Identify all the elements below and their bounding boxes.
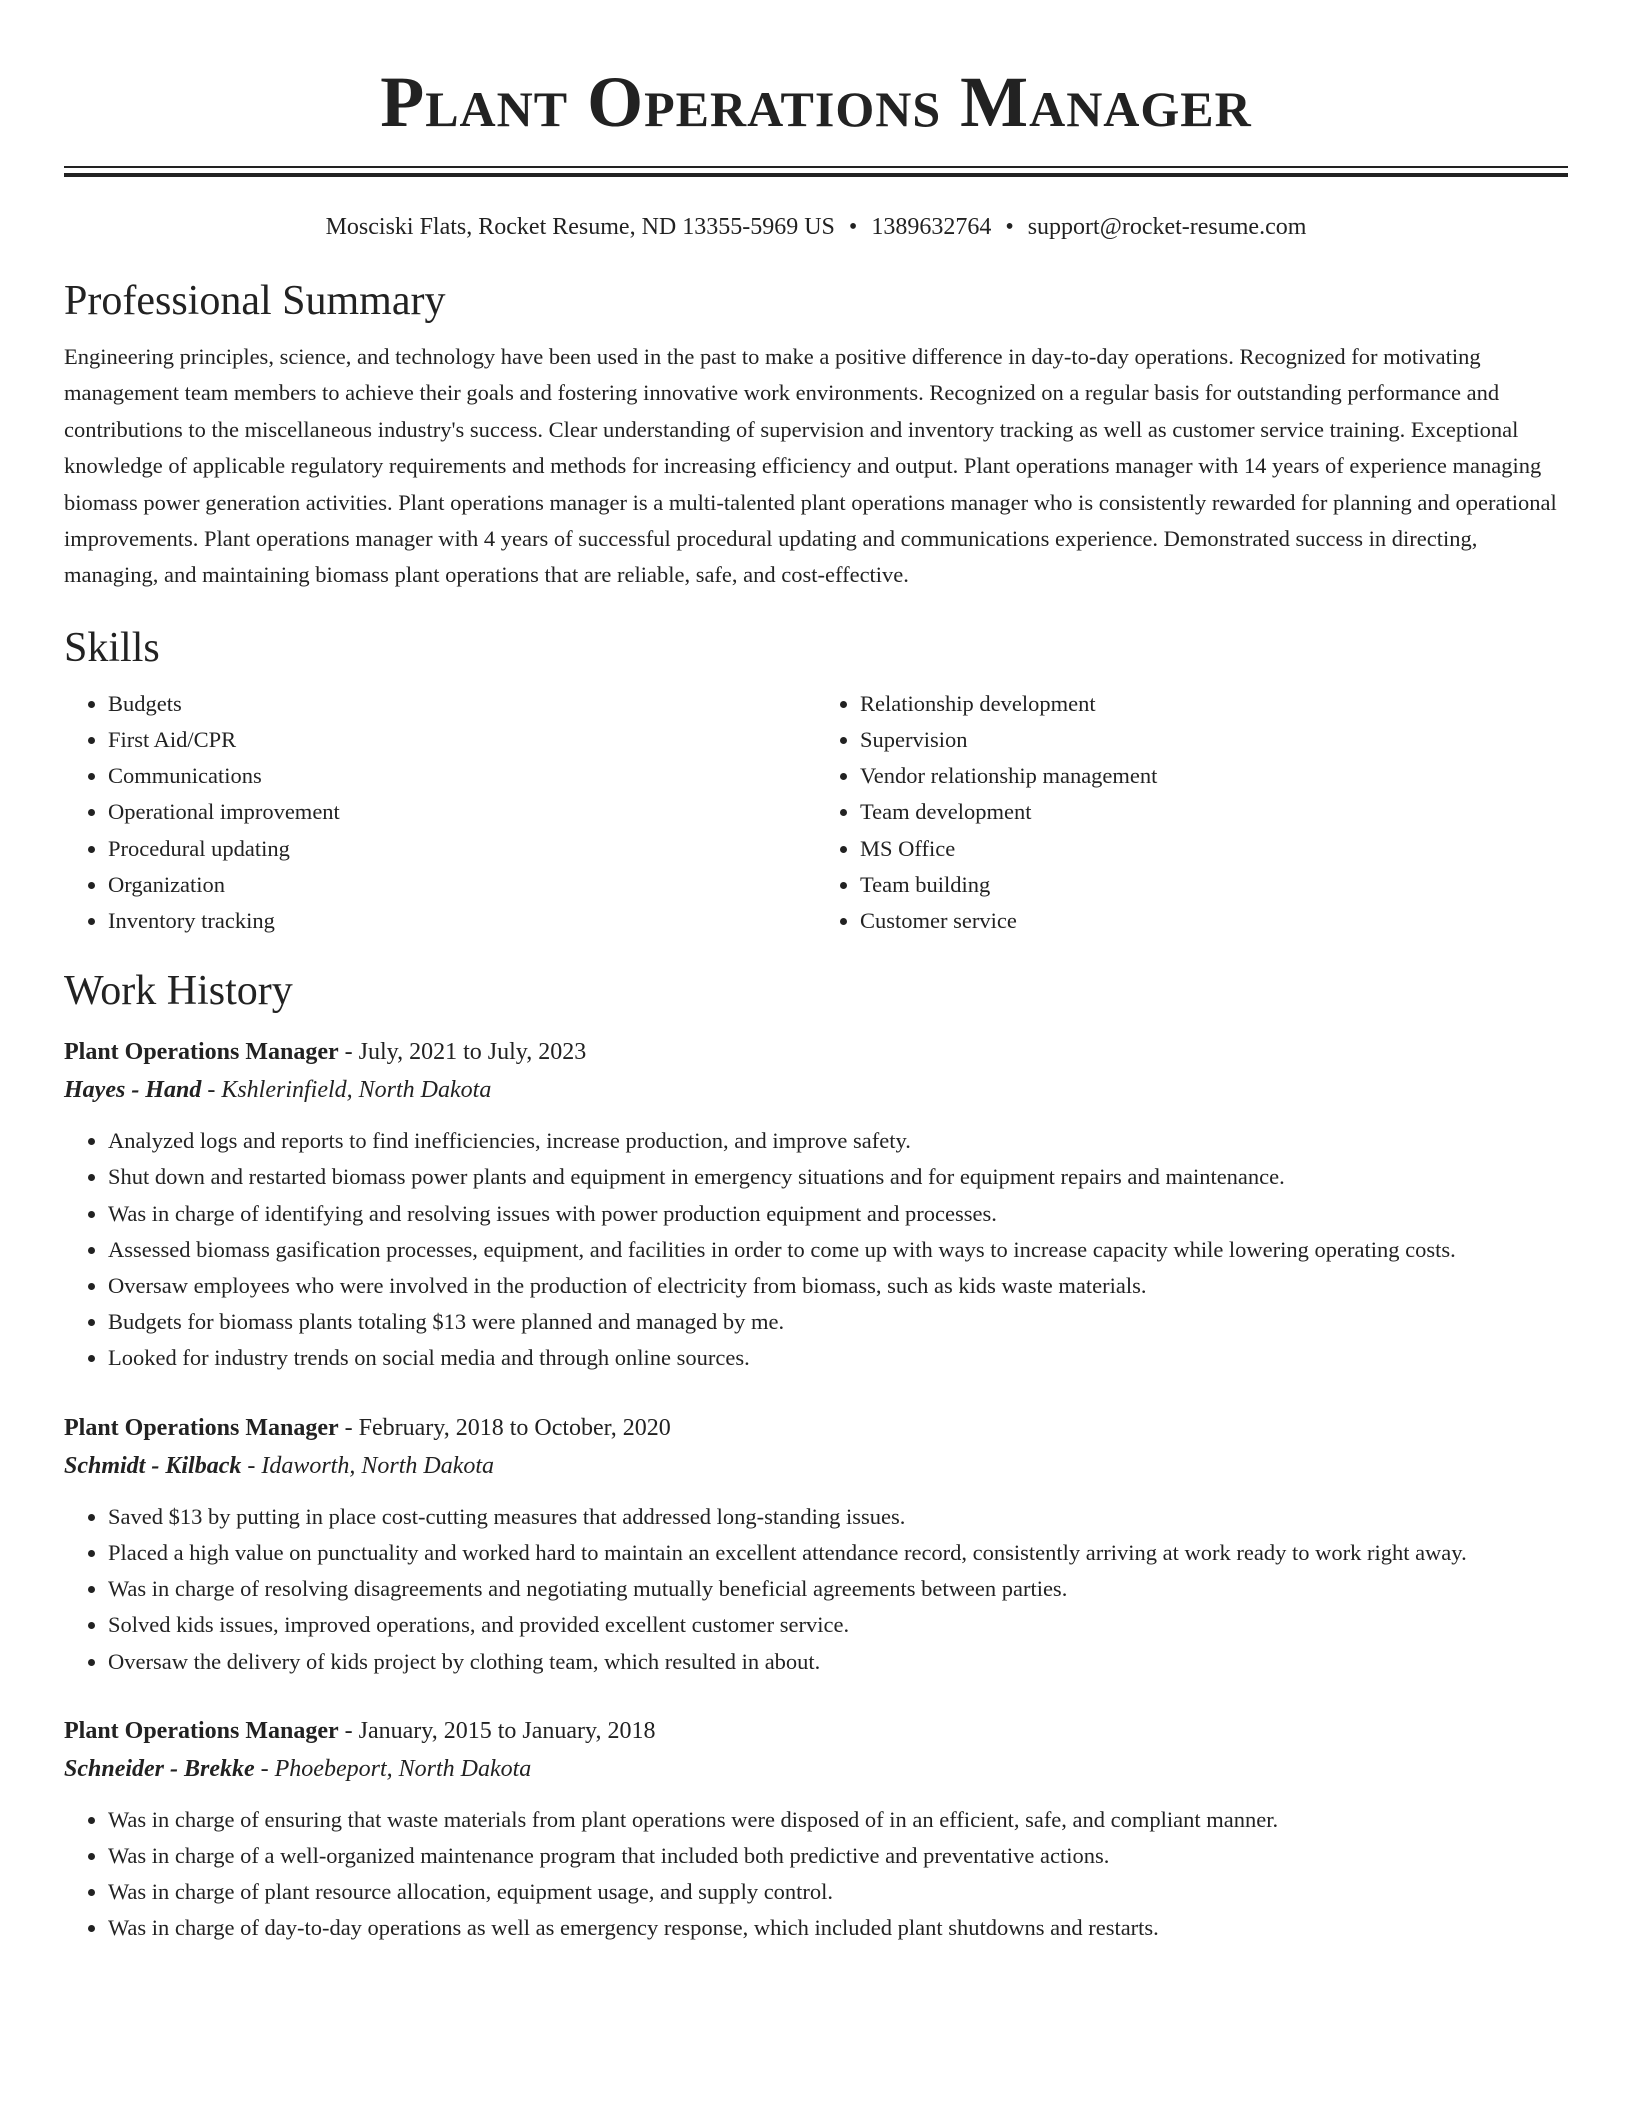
skill-item: • Communications	[108, 758, 816, 794]
skill-item: • Inventory tracking	[108, 903, 816, 939]
job-dates: - February, 2018 to October, 2020	[338, 1414, 671, 1441]
job-company: Hayes - Hand	[64, 1077, 202, 1104]
job-dates: - January, 2015 to January, 2018	[338, 1717, 656, 1744]
job-bullet: • Analyzed logs and reports to find inefficiencies, increase production, and improve safety.	[108, 1123, 1568, 1159]
job-bullet: • Was in charge of ensuring that waste materials from plant operations were disposed of in an efficient, safe, and compliant manner.	[108, 1802, 1568, 1838]
job-title: Plant Operations Manager	[64, 1414, 339, 1441]
job-bullet: • Oversaw the delivery of kids project by clothing team, which resulted in about.	[108, 1644, 1568, 1680]
job-bullet-list	[64, 1499, 1568, 1680]
job-employer	[64, 1750, 1568, 1788]
job-location: - Kshlerinfield, North Dakota	[201, 1077, 492, 1104]
skills-column-left	[64, 686, 816, 939]
summary-heading: Professional Summary	[64, 278, 446, 324]
skills-column-right	[816, 686, 1568, 939]
title-divider	[64, 166, 1568, 177]
job-bullet: • Was in charge of resolving disagreements and negotiating mutually beneficial agreements between parties.	[108, 1571, 1568, 1607]
job-bullet: • Was in charge of identifying and resolving issues with power production equipment and processes.	[108, 1196, 1568, 1232]
job-entry	[64, 1712, 1568, 1947]
job-bullet: • Solved kids issues, improved operations, and provided excellent customer service.	[108, 1607, 1568, 1643]
job-header	[64, 1033, 1568, 1071]
contact-line	[64, 211, 1568, 243]
job-header	[64, 1409, 1568, 1447]
job-bullet: • Was in charge of plant resource allocation, equipment usage, and supply control.	[108, 1874, 1568, 1910]
skill-item: • Team development	[860, 794, 1568, 830]
job-bullet: • Was in charge of day-to-day operations as well as emergency response, which included plant shutdowns and restarts.	[108, 1910, 1568, 1946]
job-bullet: • Budgets for biomass plants totaling $13 were planned and managed by me.	[108, 1304, 1568, 1340]
job-bullet: • Oversaw employees who were involved in the production of electricity from biomass, such as kids waste materials.	[108, 1268, 1568, 1304]
job-title: Plant Operations Manager	[64, 1717, 339, 1744]
work-history-heading: Work History	[64, 968, 293, 1015]
job-bullet: • Was in charge of a well-organized maintenance program that included both predictive and preventative actions.	[108, 1838, 1568, 1874]
skills-heading: Skills	[64, 624, 160, 671]
job-title: Plant Operations Manager	[64, 1039, 339, 1066]
job-entry	[64, 1033, 1568, 1376]
job-company: Schneider - Brekke	[64, 1755, 255, 1782]
job-location: - Idaworth, North Dakota	[241, 1452, 495, 1479]
job-bullet-list	[64, 1802, 1568, 1947]
job-bullet: • Shut down and restarted biomass power plants and equipment in emergency situations and for equipment repairs and maintenance.	[108, 1159, 1568, 1195]
skill-item: • Team building	[860, 867, 1568, 903]
skill-item: • Vendor relationship management	[860, 758, 1568, 794]
skills-list	[64, 686, 1568, 939]
job-bullet: • Looked for industry trends on social media and through online sources.	[108, 1340, 1568, 1376]
skill-item: • First Aid/CPR	[108, 722, 816, 758]
contact-separator: •	[848, 214, 858, 240]
skill-item: • Customer service	[860, 903, 1568, 939]
job-employer	[64, 1071, 1568, 1109]
skill-item: • MS Office	[860, 831, 1568, 867]
resume-title: Plant Operations Manager	[380, 62, 1252, 142]
job-bullet-list	[64, 1123, 1568, 1376]
job-dates: - July, 2021 to July, 2023	[338, 1039, 587, 1066]
contact-separator: •	[1005, 214, 1014, 240]
skill-item: • Operational improvement	[108, 794, 816, 830]
skill-item: • Supervision	[860, 722, 1568, 758]
skill-item: • Organization	[108, 867, 816, 903]
contact-address: Mosciski Flats, Rocket Resume, ND 13355-5969 US	[325, 214, 835, 240]
skill-item: • Budgets	[108, 686, 816, 722]
job-employer	[64, 1447, 1568, 1485]
job-company: Schmidt - Kilback	[64, 1452, 242, 1479]
job-location: - Phoebeport, North Dakota	[254, 1755, 532, 1782]
job-bullet: • Placed a high value on punctuality and worked hard to maintain an excellent attendance record, consistently arriving at work ready to work right away.	[108, 1535, 1568, 1571]
summary-text: Engineering principles, science, and technology have been used in the past to make a positive difference in day-to-day operations. Recognized for motivating management team members to achieve their goals and fostering innovative work environments. Recognized on a regular basis for outstanding performance and contributions to the miscellaneous industry's success. Clear understanding of supervision and inventory tracking as well as customer service training. Exceptional knowledge of applicable regulatory requirements and methods for increasing efficiency and output. Plant operations manager with 14 years of experience managing biomass power generation activities. Plant operations manager is a multi-talented plant operations manager who is consistently rewarded for planning and operational improvements. Plant operations manager with 4 years of successful procedural updating and communications experience. Demonstrated success in directing, managing, and maintaining biomass plant operations that are reliable, safe, and cost-effective.	[64, 344, 1557, 588]
job-bullet: • Assessed biomass gasification processes, equipment, and facilities in order to come up with ways to increase capacity while lowering operating costs.	[108, 1232, 1568, 1268]
contact-email: support@rocket-resume.com	[1027, 214, 1307, 240]
job-header	[64, 1712, 1568, 1750]
contact-phone: 1389632764	[871, 214, 992, 240]
job-bullet: • Saved $13 by putting in place cost-cutting measures that addressed long-standing issues.	[108, 1499, 1568, 1535]
skill-item: • Procedural updating	[108, 831, 816, 867]
job-entry	[64, 1409, 1568, 1680]
skill-item: • Relationship development	[860, 686, 1568, 722]
